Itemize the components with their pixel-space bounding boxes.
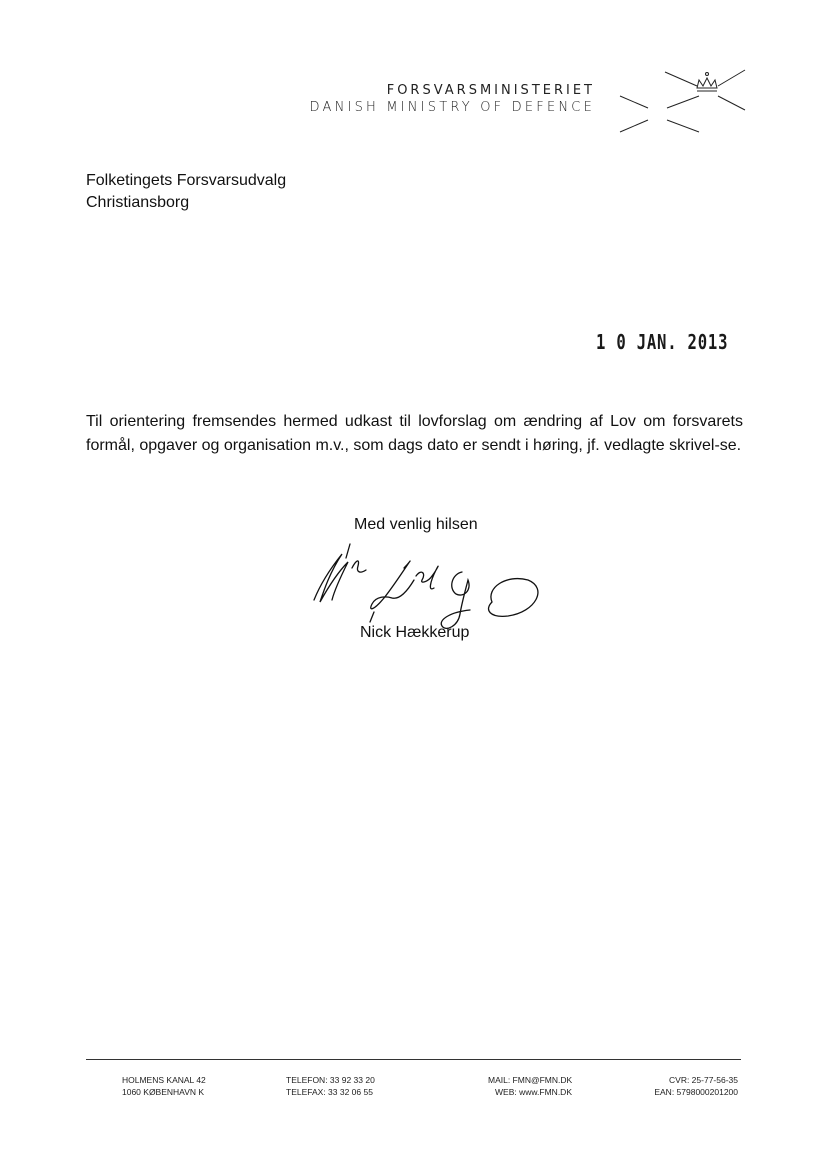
ministry-name-danish: FORSVARSMINISTERIET	[386, 83, 595, 98]
crown-crest-icon	[615, 60, 750, 140]
letterhead	[310, 82, 595, 116]
footer-mail: MAIL: FMN@FMN.DK	[488, 1075, 573, 1085]
footer-ean: EAN: 5798000201200	[654, 1087, 738, 1097]
footer-phone	[286, 1074, 375, 1098]
footer-address-line: HOLMENS KANAL 42	[122, 1075, 206, 1085]
footer-telefax: TELEFAX: 33 32 06 55	[286, 1087, 373, 1097]
footer-registration	[636, 1074, 738, 1098]
recipient-line: Christiansborg	[86, 194, 190, 211]
footer-address-line: 1060 KØBENHAVN K	[122, 1087, 205, 1097]
recipient-line: Folketingets Forsvarsudvalg	[86, 172, 287, 189]
ministry-name-english: DANISH MINISTRY OF DEFENCE	[309, 100, 595, 115]
footer-cvr: CVR: 25-77-56-35	[669, 1075, 738, 1085]
footer-telefon: TELEFON: 33 92 33 20	[286, 1075, 375, 1085]
footer-contact	[488, 1074, 572, 1098]
closing-salutation: Med venlig hilsen	[354, 516, 478, 533]
recipient-address	[86, 170, 286, 214]
footer-divider	[86, 1059, 741, 1060]
footer-web: WEB: www.FMN.DK	[495, 1087, 572, 1097]
signer-name: Nick Hækkerup	[360, 624, 470, 641]
date-stamp: 1 0 JAN. 2013	[596, 330, 729, 354]
body-paragraph: Til orientering fremsendes hermed udkast til lovforslag om ændring af Lov om forsvarets formål, opgaver og organisation m.v., som dags dato er sendt i høring, jf. vedlagte skrivel-se.	[86, 413, 743, 454]
footer-address	[122, 1074, 206, 1098]
